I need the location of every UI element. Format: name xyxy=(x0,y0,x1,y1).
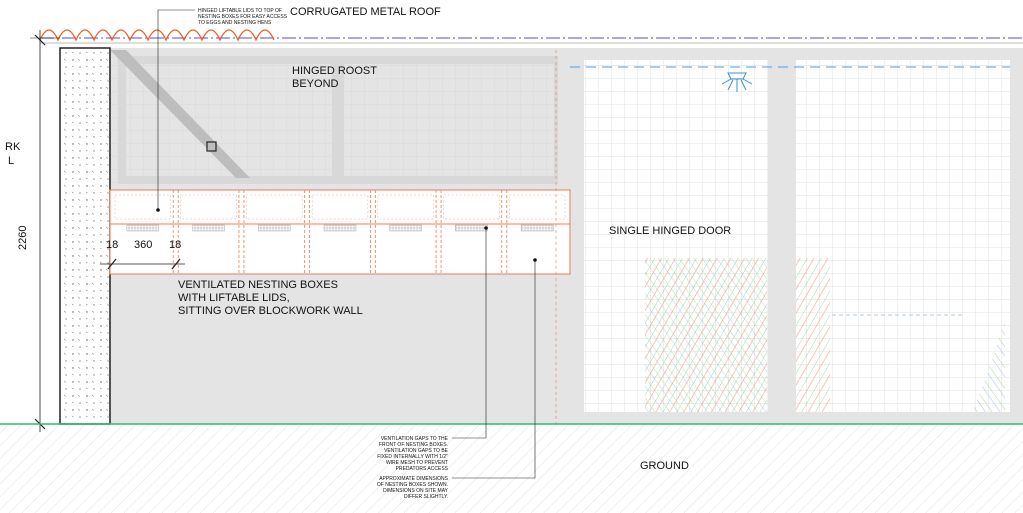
door-label: SINGLE HINGED DOOR xyxy=(609,225,732,237)
svg-text:DIMENSIONS ON SITE MAY: DIMENSIONS ON SITE MAY xyxy=(383,488,448,494)
svg-text:WIRE MESH TO PREVENT: WIRE MESH TO PREVENT xyxy=(385,460,448,466)
vent-mesh xyxy=(258,225,290,231)
vent-mesh xyxy=(390,225,422,231)
dim-wall-left: 18 xyxy=(106,239,119,251)
lids-note xyxy=(198,8,288,26)
svg-text:TO EGGS AND NESTING HENS: TO EGGS AND NESTING HENS xyxy=(198,20,272,26)
vent-mesh xyxy=(521,225,553,231)
ground-label: GROUND xyxy=(640,460,689,472)
boxes-label-3: SITTING OVER BLOCKWORK WALL xyxy=(178,305,363,317)
vent-mesh xyxy=(455,225,487,231)
svg-text:VENTILATION GAPS TO THE: VENTILATION GAPS TO THE xyxy=(380,436,448,442)
roost-label-2: BEYOND xyxy=(292,78,339,90)
dim-wall-right: 18 xyxy=(169,239,182,251)
svg-text:VENTILATION GAPS TO BE: VENTILATION GAPS TO BE xyxy=(384,448,448,454)
height-dimension: 2260 xyxy=(17,225,29,250)
svg-text:APPROXIMATE DIMENSIONS: APPROXIMATE DIMENSIONS xyxy=(379,476,448,482)
ground-hatch xyxy=(0,424,1023,513)
boxes-label-1: VENTILATED NESTING BOXES xyxy=(178,279,338,291)
door-cross-bracing-2 xyxy=(645,258,767,412)
panel-cross-bracing xyxy=(796,258,830,412)
svg-text:NESTING BOXES FOR EASY ACCESS: NESTING BOXES FOR EASY ACCESS xyxy=(198,14,288,20)
svg-text:OF NESTING BOXES SHOWN.: OF NESTING BOXES SHOWN. xyxy=(376,482,448,488)
edge-label-top: RK xyxy=(5,141,21,153)
roof-label: CORRUGATED METAL ROOF xyxy=(290,6,441,18)
svg-text:DIFFER SLIGHTLY.: DIFFER SLIGHTLY. xyxy=(404,494,448,500)
svg-text:HINGED LIFTABLE LIDS TO TOP OF: HINGED LIFTABLE LIDS TO TOP OF xyxy=(198,8,282,14)
vent-mesh xyxy=(324,225,356,231)
nesting-boxes xyxy=(110,190,570,274)
roost-label-1: HINGED ROOST xyxy=(292,65,377,77)
boxes-label-2: WITH LIFTABLE LIDS, xyxy=(178,292,290,304)
vent-mesh xyxy=(127,225,159,231)
dim-box-width: 360 xyxy=(134,239,153,251)
vent-mesh xyxy=(193,225,225,231)
svg-text:FIXED INTERNALLY WITH 1/2": FIXED INTERNALLY WITH 1/2" xyxy=(377,454,448,460)
svg-text:PREDATORS ACCESS: PREDATORS ACCESS xyxy=(395,466,448,472)
edge-label-bottom: L xyxy=(8,155,15,167)
svg-text:FRONT OF NESTING BOXES.: FRONT OF NESTING BOXES. xyxy=(378,442,448,448)
